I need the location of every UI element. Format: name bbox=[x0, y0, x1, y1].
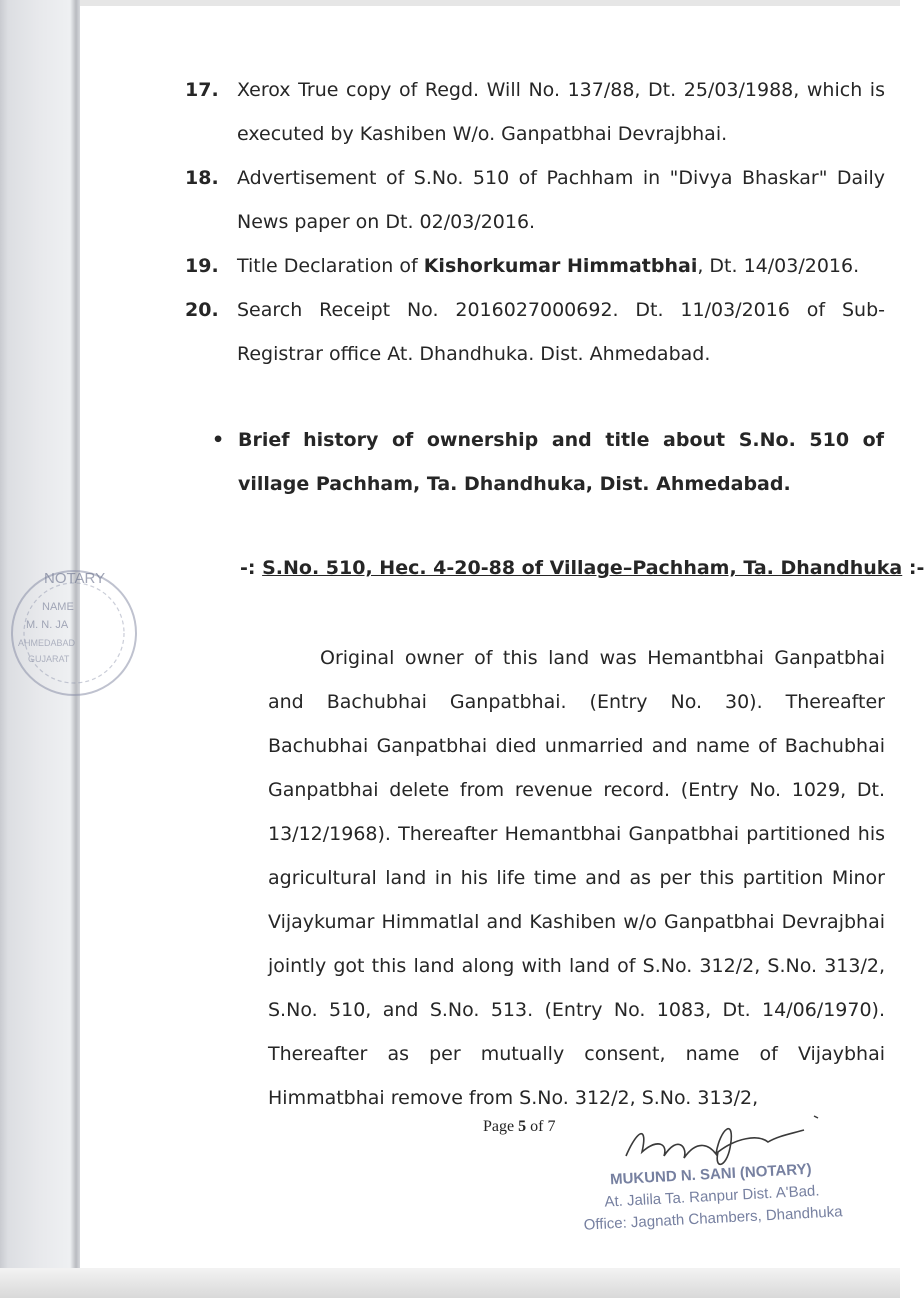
bullet-heading bbox=[212, 418, 884, 506]
section-subheading bbox=[240, 548, 924, 588]
list-item-number: 20. bbox=[185, 299, 219, 321]
list-item bbox=[185, 244, 885, 288]
notary-stamp-line-3: Office: Jagnath Chambers, Dhandhuka bbox=[583, 1203, 843, 1234]
list-item-number: 18. bbox=[185, 167, 219, 189]
notary-stamp bbox=[580, 1157, 843, 1237]
list-item-text-bold: Kishorkumar Himmatbhai bbox=[423, 255, 698, 277]
document-list bbox=[185, 68, 885, 376]
subheading-text: S.No. 510, Hec. 4-20-88 of Village–Pachham, Ta. Dhandhuka bbox=[262, 557, 903, 579]
page-current: 5 bbox=[518, 1118, 527, 1135]
scan-bottom-edge bbox=[0, 1268, 900, 1298]
list-item-text: Xerox True copy of Regd. Will No. 137/88, Dt. 25/03/1988, which is executed by Kashiben W/o. Ganpatbhai Devrajbhai. bbox=[237, 79, 885, 145]
seal-top-text: NOTARY bbox=[44, 570, 106, 587]
history-paragraph: Original owner of this land was Hemantbhai Ganpatbhai and Bachubhai Ganpatbhai. (Entry No. 30). Thereafter Bachubhai Ganpatbhai died unmarried and name of Bachubhai Ganpatbhai delete from revenue record. (Entry No. 1029, Dt. 13/12/1968). Thereafter Hemantbhai Ganpatbhai partitioned his agricultural land in his life time and as per this partition Minor Vijaykumar Himmatlal and Kashiben w/o Ganpatbhai Devrajbhai jointly got this land along with land of S.No. 312/2, S.No. 313/2, S.No. 510, and S.No. 513. (Entry No. 1083, Dt. 14/06/1970). Thereafter as per mutually consent, name of Vijaybhai Himmatbhai remove from S.No. 312/2, S.No. 313/2, bbox=[268, 647, 885, 1109]
page-of: of bbox=[530, 1118, 544, 1135]
list-item-text: Search Receipt No. 2016027000692. Dt. 11/03/2016 of Sub-Registrar office At. Dhandhuka. Dist. Ahmedabad. bbox=[237, 299, 885, 365]
page-label: Page bbox=[483, 1118, 515, 1135]
seal-line-2: M. N. JA bbox=[26, 619, 69, 631]
bullet-symbol: • bbox=[212, 429, 225, 451]
bullet-text: Brief history of ownership and title about S.No. 510 of village Pachham, Ta. Dhandhuka, Dist. Ahmedabad. bbox=[238, 429, 884, 495]
notary-seal bbox=[4, 548, 154, 718]
list-item bbox=[185, 156, 885, 244]
seal-line-3: AHMEDABAD bbox=[18, 638, 76, 648]
subheading-suffix: :- bbox=[902, 557, 924, 579]
list-item-text bbox=[237, 244, 885, 288]
page-total: 7 bbox=[547, 1118, 556, 1135]
list-item-text-part: , Dt. 14/03/2016. bbox=[697, 255, 860, 277]
seal-line-1: NAME bbox=[42, 601, 74, 613]
list-item-number: 19. bbox=[185, 255, 219, 277]
page-number bbox=[483, 1118, 555, 1136]
list-item bbox=[185, 68, 885, 156]
list-item-text-part: Title Declaration of bbox=[237, 255, 424, 277]
notary-stamp-line-1: MUKUND N. SANI (NOTARY) bbox=[609, 1160, 812, 1189]
list-item-text: Advertisement of S.No. 510 of Pachham in "Divya Bhaskar" Daily News paper on Dt. 02/03/2016. bbox=[237, 167, 885, 233]
list-item bbox=[185, 288, 885, 376]
subheading-prefix: -: bbox=[240, 557, 263, 579]
list-item-number: 17. bbox=[185, 79, 219, 101]
notary-stamp-line-2: At. Jalila Ta. Ranpur Dist. A'Bad. bbox=[604, 1182, 820, 1211]
seal-line-4: GUJARAT bbox=[28, 654, 70, 664]
